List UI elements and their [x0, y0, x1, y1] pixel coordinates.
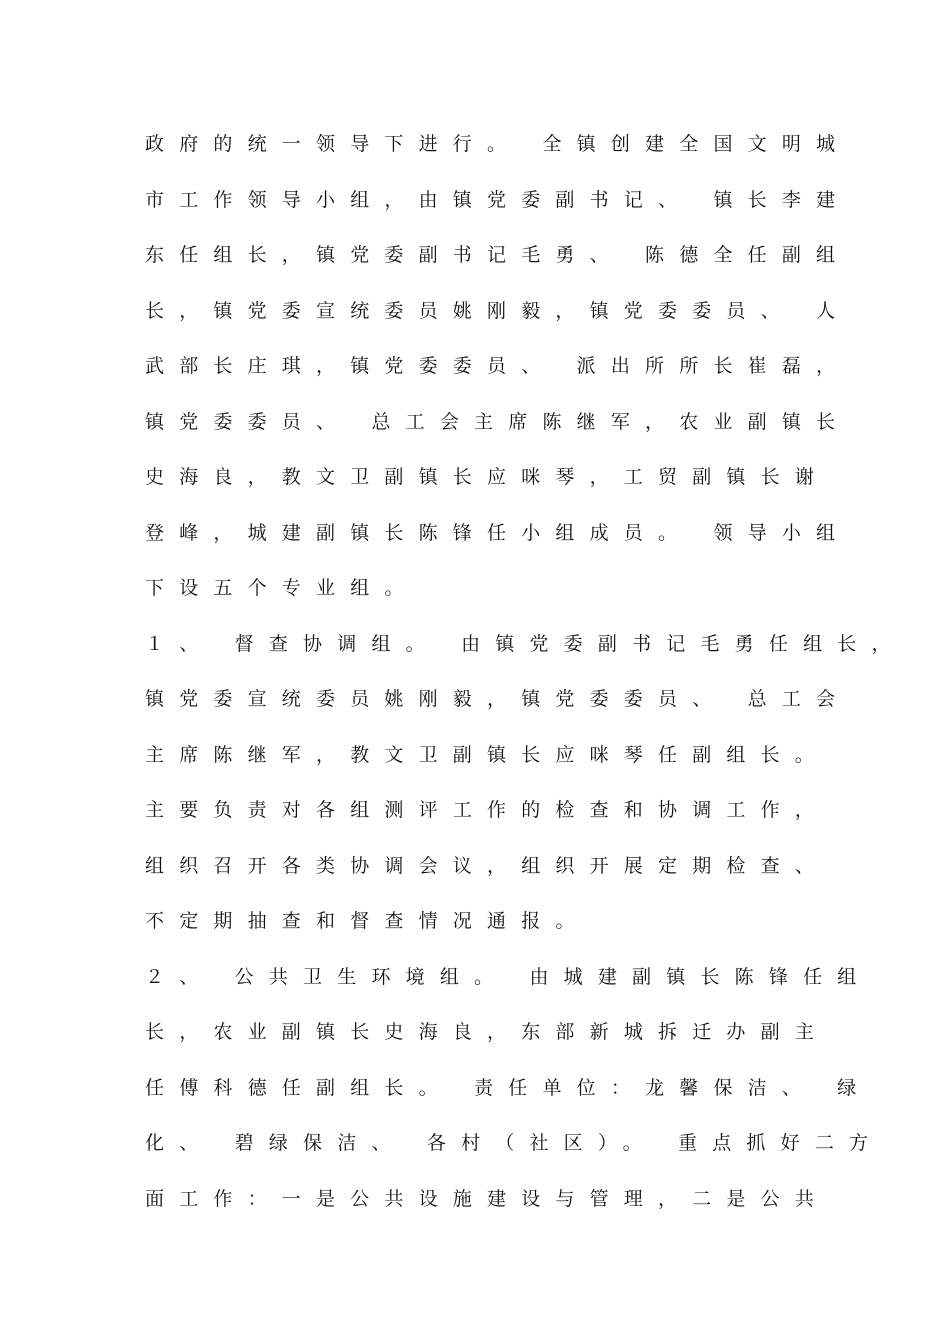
text-line: 化、 碧绿保洁、 各村（社区）。 重点抓好二方 [145, 1132, 884, 1154]
text-line: 面工作：一是公共设施建设与管理，二是公共 [145, 1187, 830, 1210]
text-line: 长，农业副镇长史海良，东部新城拆迁办副主 [145, 1021, 830, 1043]
text-line: 政府的统一领导下进行。 全镇创建全国文明城 [145, 133, 851, 155]
text-line: ２、 公共卫生环境组。 由城建副镇长陈锋任组 [145, 965, 872, 988]
text-line: １、 督查协调组。 由镇党委副书记毛勇任组长， [145, 632, 906, 655]
text-line: 市工作领导小组，由镇党委副书记、 镇长李建 [145, 188, 851, 211]
text-line: 主要负责对各组测评工作的检查和协调工作， [145, 799, 830, 821]
text-line: 任傅科德任副组长。 责任单位：龙馨保洁、 绿 [145, 1076, 872, 1099]
text-line: 主席陈继军，教文卫副镇长应咪琴任副组长。 [145, 743, 830, 766]
text-line: 东任组长，镇党委副书记毛勇、 陈德全任副组 [145, 244, 851, 266]
text-line: 镇党委宣统委员姚刚毅，镇党委委员、 总工会 [145, 688, 851, 710]
text-line: 长，镇党委宣统委员姚刚毅，镇党委委员、 人 [145, 299, 851, 322]
text-line: 武部长庄琪，镇党委委员、 派出所所长崔磊， [145, 355, 851, 377]
text-line: 镇党委委员、 总工会主席陈继军，农业副镇长 [145, 410, 851, 433]
text-line: 组织召开各类协调会议，组织开展定期检查、 [145, 854, 830, 877]
body-text [145, 127, 906, 1237]
text-line: 下设五个专业组。 [145, 577, 419, 599]
text-line: 不定期抽查和督查情况通报。 [145, 910, 590, 932]
text-line: 史海良，教文卫副镇长应咪琴，工贸副镇长谢 [145, 466, 830, 488]
text-line: 登峰，城建副镇长陈锋任小组成员。 领导小组 [145, 521, 851, 544]
